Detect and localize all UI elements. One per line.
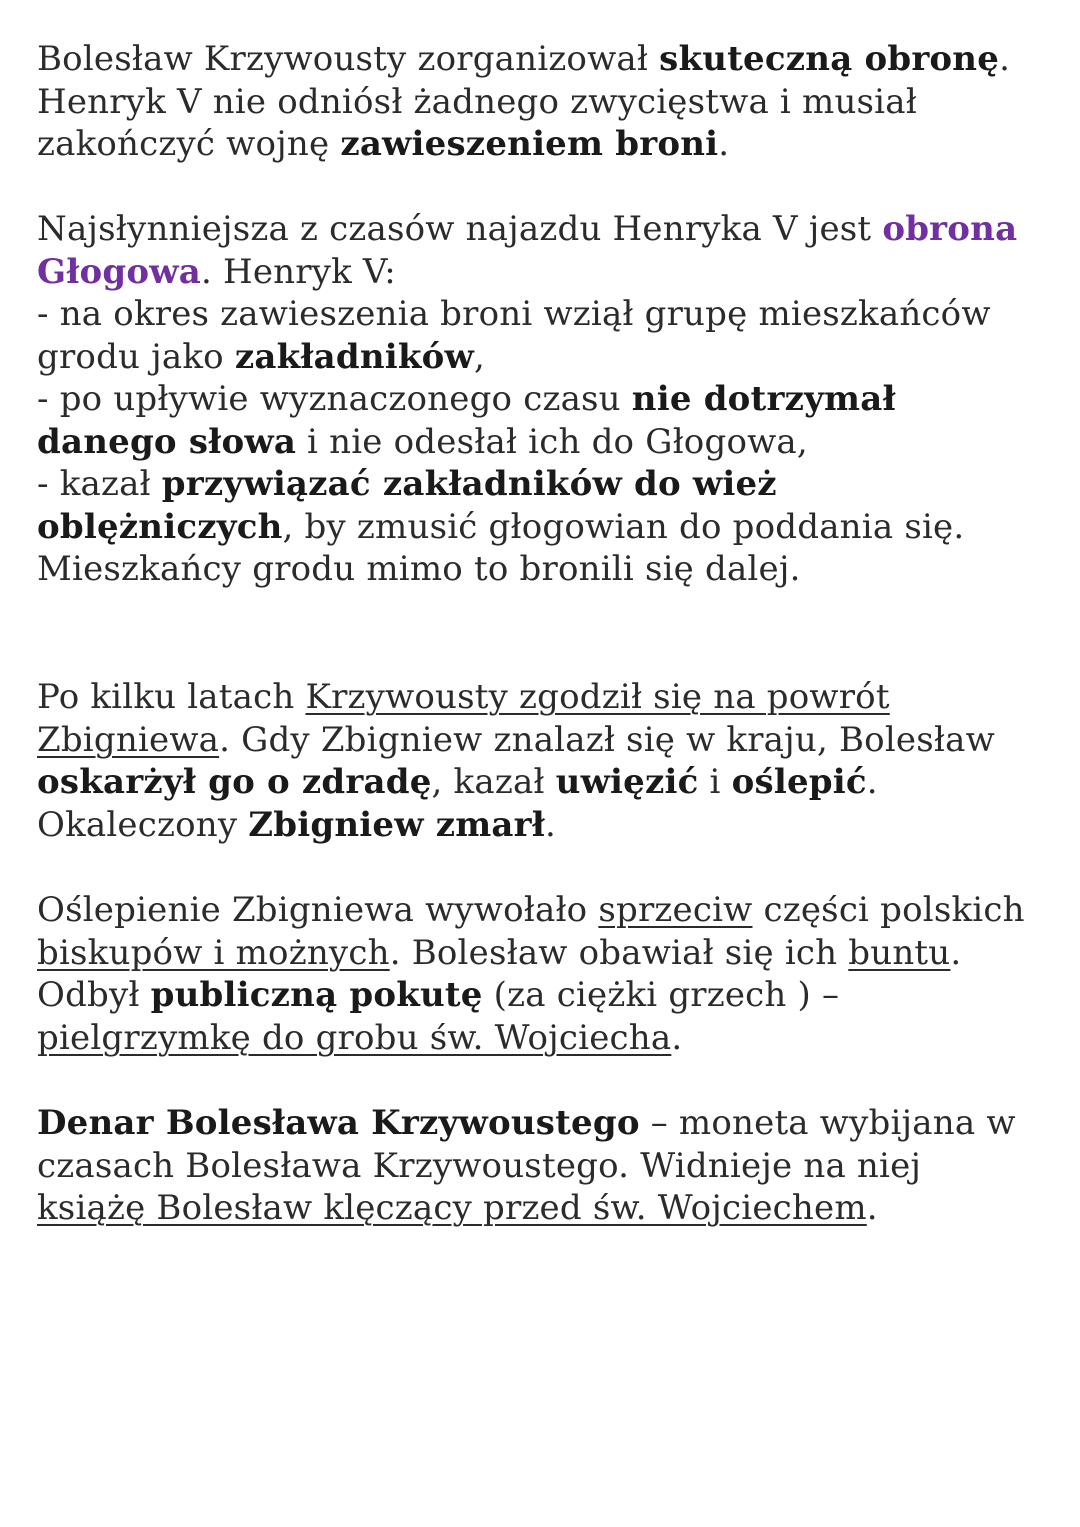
bold-term: zawieszeniem broni [340, 124, 719, 164]
text-line [37, 932, 1047, 975]
text-run: , kazał [431, 762, 556, 802]
text-run: Po kilku latach [37, 677, 306, 717]
underlined-term: biskupów i możnych [37, 932, 390, 973]
text-line [37, 1102, 1047, 1145]
text-line: - na okres zawieszenia broni wziął grupę mieszkańców [37, 294, 991, 334]
text-run: Odbył [37, 975, 151, 1015]
bold-term: zakładników [234, 336, 474, 377]
text-run: – moneta wybijana w [639, 1103, 1016, 1143]
text-run: zakończyć wojnę [37, 124, 341, 164]
text-run: Najsłynniejsza z czasów najazdu Henryka V jest [37, 209, 883, 249]
text-line [37, 123, 1047, 166]
text-run: - kazał [37, 464, 162, 504]
text-line [37, 761, 1047, 804]
bold-term: nie dotrzymał [631, 379, 896, 419]
text-line [37, 676, 1047, 719]
text-run: Oślepienie Zbigniewa wywołało [37, 890, 599, 930]
text-line: Henryk V nie odniósł żadnego zwycięstwa i musiał [37, 81, 917, 122]
underlined-term: Zbigniewa [37, 719, 220, 760]
text-run: części polskich [752, 890, 1025, 930]
text-run: . Henryk V: [200, 251, 396, 292]
text-line [37, 251, 1047, 294]
text-run: . [671, 1017, 683, 1058]
text-run: . [866, 762, 878, 802]
text-run: . [866, 1188, 878, 1228]
text-line: Mieszkańcy grodu mimo to bronili się dalej. [37, 549, 801, 589]
text-line [37, 974, 1047, 1017]
paragraph-penance [37, 889, 1047, 1059]
text-line [37, 208, 1047, 251]
text-run: grodu jako [37, 336, 235, 377]
text-line [37, 463, 1047, 506]
bold-term: Zbigniew zmarł [248, 804, 546, 845]
text-run: , [473, 336, 485, 377]
paragraph-zbigniew [37, 676, 1047, 846]
highlight-term: Głogowa [37, 251, 201, 292]
text-line: czasach Bolesława Krzywoustego. Widnieje na niej [37, 1145, 922, 1186]
text-line [37, 421, 1047, 464]
paragraph-defense [37, 38, 1047, 166]
bold-term: publiczną pokutę [150, 975, 483, 1015]
text-run: , by zmusić głogowian do poddania się. [282, 506, 965, 547]
text-line [37, 804, 1047, 847]
text-run: . [545, 804, 557, 845]
bold-term: oskarżył go o zdradę [37, 762, 432, 802]
bold-term: danego słowa [37, 421, 297, 462]
text-run: Bolesław Krzywousty zorganizował [37, 39, 660, 79]
underlined-term: pielgrzymkę do grobu św. Wojciecha [37, 1017, 672, 1058]
text-line [37, 889, 1047, 932]
underlined-term: książę Bolesław klęczący przed św. Wojciechem [37, 1188, 867, 1228]
underlined-term: Krzywousty zgodził się na powrót [305, 677, 890, 717]
text-run: i nie odesłał ich do Głogowa, [296, 421, 808, 462]
text-run: - po upływie wyznaczonego czasu [37, 379, 632, 419]
text-line [37, 336, 1047, 379]
bold-term: oślepić [731, 762, 867, 802]
highlight-term: obrona [882, 209, 1018, 249]
paragraph-denar [37, 1102, 1047, 1230]
bold-term: skuteczną obronę [659, 39, 1000, 79]
underlined-term: buntu [848, 932, 951, 973]
text-run: (za ciężki grzech ) – [482, 975, 840, 1015]
text-line [37, 1187, 1047, 1230]
text-run: i [698, 762, 732, 802]
text-run: . Bolesław obawiał się ich [389, 932, 849, 973]
underlined-term: sprzeciw [598, 890, 753, 930]
text-line [37, 378, 1047, 421]
bold-term: Denar Bolesława Krzywoustego [37, 1103, 640, 1143]
paragraph-glogow [37, 208, 1047, 591]
text-run: . [999, 39, 1011, 79]
text-run: . [718, 124, 730, 164]
text-line [37, 1017, 1047, 1060]
text-line [37, 506, 1047, 549]
bold-term: przywiązać zakładników do wież [161, 464, 777, 504]
text-run: . Gdy Zbigniew znalazł się w kraju, Bolesław [219, 719, 995, 760]
bold-term: oblężniczych [37, 506, 283, 547]
text-line [37, 719, 1047, 762]
text-line [37, 38, 1047, 81]
bold-term: uwięzić [555, 762, 699, 802]
text-run: . [950, 932, 962, 973]
text-run: Okaleczony [37, 804, 249, 845]
